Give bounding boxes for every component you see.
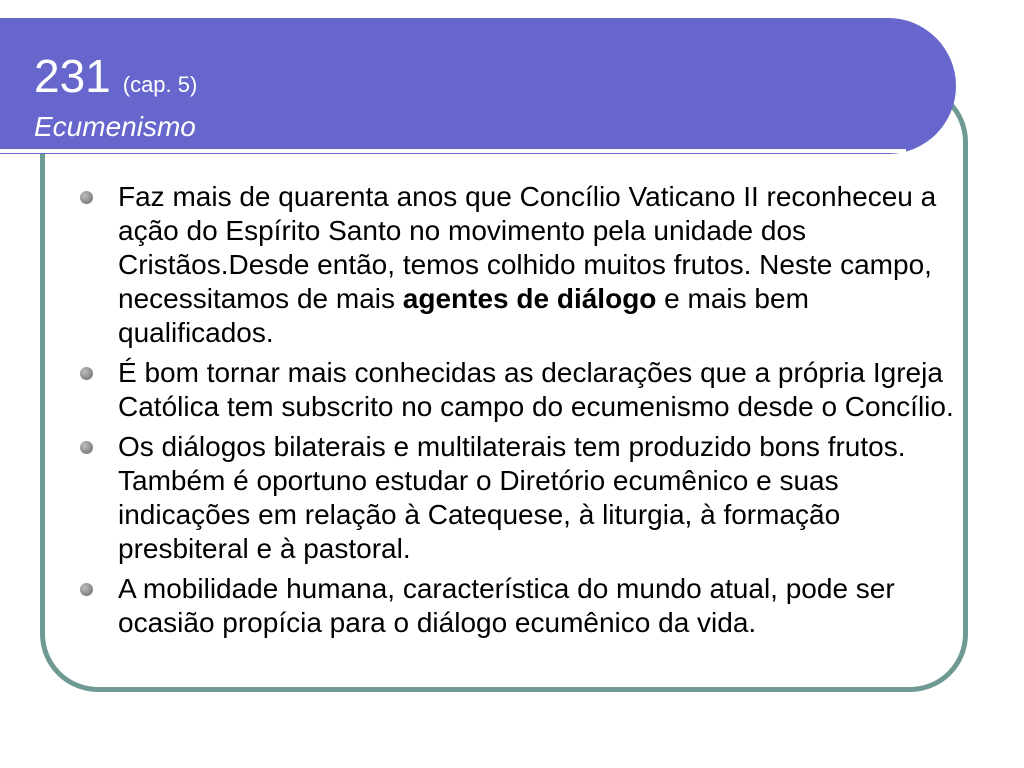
bullet-item [78, 430, 958, 566]
bullet-item [78, 572, 958, 640]
bullet-icon [80, 367, 93, 380]
bullet-icon [80, 441, 93, 454]
bullet-list [78, 180, 958, 646]
bullet-item [78, 356, 958, 424]
bullet-icon [80, 191, 93, 204]
bullet-text: Os diálogos bilaterais e multilaterais tem produzido bons frutos. Também é oportuno estudar o Diretório ecumênico e suas indicações em relação à Catequese, à liturgia, à formação presbiteral e à pastoral. [118, 431, 906, 564]
bullet-item [78, 180, 958, 350]
slide-title [34, 48, 197, 104]
chapter-label: (cap. 5) [122, 72, 198, 97]
slide-subtitle: Ecumenismo [34, 111, 196, 142]
bullet-text: É bom tornar mais conhecidas as declarações que a própria Igreja Católica tem subscrito no campo do ecumenismo desde o Concílio. [118, 357, 954, 422]
bullet-text-end: e mais bem qualificados. [118, 283, 809, 348]
title-underline [0, 149, 906, 153]
bullet-text: Faz mais de quarenta anos que Concílio Vaticano II reconheceu a ação do Espírito Santo no movimento pela unidade dos Cristãos.Desde então, temos colhido muitos frutos. Neste campo, necessitamos de mais [118, 181, 937, 314]
title-bar [0, 18, 956, 154]
slide-number-title: 231 [34, 50, 111, 102]
bullet-icon [80, 583, 93, 596]
bullet-bold-text: agentes de diálogo [402, 283, 657, 314]
bullet-text: A mobilidade humana, característica do mundo atual, pode ser ocasião propícia para o diálogo ecumênico da vida. [118, 573, 895, 638]
